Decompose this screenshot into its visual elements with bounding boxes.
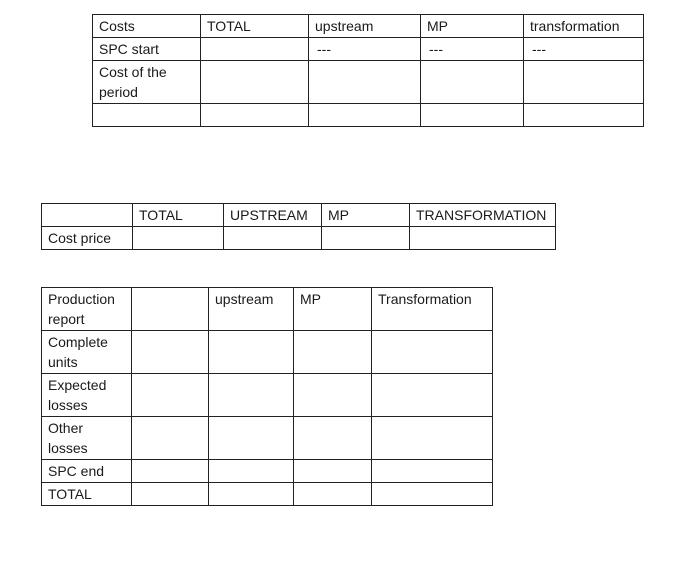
- table-header-row: [93, 15, 644, 38]
- table-cell: [421, 61, 524, 104]
- row-label-total: TOTAL: [42, 483, 132, 506]
- table-row: [93, 38, 644, 61]
- header-cell-mp: MP: [294, 288, 372, 331]
- table-cell: [132, 460, 209, 483]
- table-cell: [309, 61, 421, 104]
- table-cell: [524, 104, 644, 127]
- table-cell: [132, 417, 209, 460]
- table-cell: ---: [524, 38, 644, 61]
- table-row: [42, 331, 493, 374]
- row-label-cost-of-period: Cost of the period: [93, 61, 201, 104]
- table-cell: [309, 104, 421, 127]
- table-row: [93, 104, 644, 127]
- table-cell: [524, 61, 644, 104]
- table-cell: [133, 227, 224, 250]
- table-cell: [410, 227, 556, 250]
- table-cell: [209, 374, 294, 417]
- table-cell: [421, 104, 524, 127]
- table-cell: [372, 460, 493, 483]
- table-cell: [201, 104, 309, 127]
- header-cell-costs: Costs: [93, 15, 201, 38]
- table-cell: [224, 227, 322, 250]
- header-cell-upstream: UPSTREAM: [224, 204, 322, 227]
- table-cell: [372, 417, 493, 460]
- table-cell: [209, 417, 294, 460]
- table-cell: [372, 374, 493, 417]
- table-row: [42, 417, 493, 460]
- cost-price-table: [41, 203, 556, 250]
- table-header-row: [42, 288, 493, 331]
- table-cell: [294, 460, 372, 483]
- row-label-expected-losses: Expected losses: [42, 374, 132, 417]
- row-label-complete-units: Complete units: [42, 331, 132, 374]
- table-cell: [372, 483, 493, 506]
- table-row: [42, 227, 556, 250]
- table-row: [42, 460, 493, 483]
- header-cell-upstream: upstream: [309, 15, 421, 38]
- header-cell-mp: MP: [421, 15, 524, 38]
- table-cell: [209, 331, 294, 374]
- header-cell-transformation: TRANSFORMATION: [410, 204, 556, 227]
- table-row: [42, 374, 493, 417]
- row-label-other-losses: Other losses: [42, 417, 132, 460]
- header-cell-transformation: transformation: [524, 15, 644, 38]
- row-label-spc-start: SPC start: [93, 38, 201, 61]
- table-cell: [294, 417, 372, 460]
- header-cell-empty: [42, 204, 133, 227]
- table-cell: [201, 38, 309, 61]
- header-cell-total: TOTAL: [201, 15, 309, 38]
- table-row: [93, 61, 644, 104]
- table-row: [42, 483, 493, 506]
- production-report-table: [41, 287, 493, 506]
- table-cell: [93, 104, 201, 127]
- header-cell-empty: [132, 288, 209, 331]
- table-cell: [209, 460, 294, 483]
- table-cell: [209, 483, 294, 506]
- table-cell: [132, 374, 209, 417]
- row-label-cost-price: Cost price: [42, 227, 133, 250]
- header-cell-total: TOTAL: [133, 204, 224, 227]
- table-cell: [294, 483, 372, 506]
- header-cell-upstream: upstream: [209, 288, 294, 331]
- costs-table: [92, 14, 644, 127]
- table-header-row: [42, 204, 556, 227]
- table-cell: ---: [309, 38, 421, 61]
- table-cell: [201, 61, 309, 104]
- header-cell-production-report: Production report: [42, 288, 132, 331]
- table-cell: [372, 331, 493, 374]
- table-cell: [132, 331, 209, 374]
- table-cell: [132, 483, 209, 506]
- row-label-spc-end: SPC end: [42, 460, 132, 483]
- header-cell-transformation: Transformation: [372, 288, 493, 331]
- table-cell: [294, 374, 372, 417]
- table-cell: [322, 227, 410, 250]
- header-cell-mp: MP: [322, 204, 410, 227]
- table-cell: [294, 331, 372, 374]
- table-cell: ---: [421, 38, 524, 61]
